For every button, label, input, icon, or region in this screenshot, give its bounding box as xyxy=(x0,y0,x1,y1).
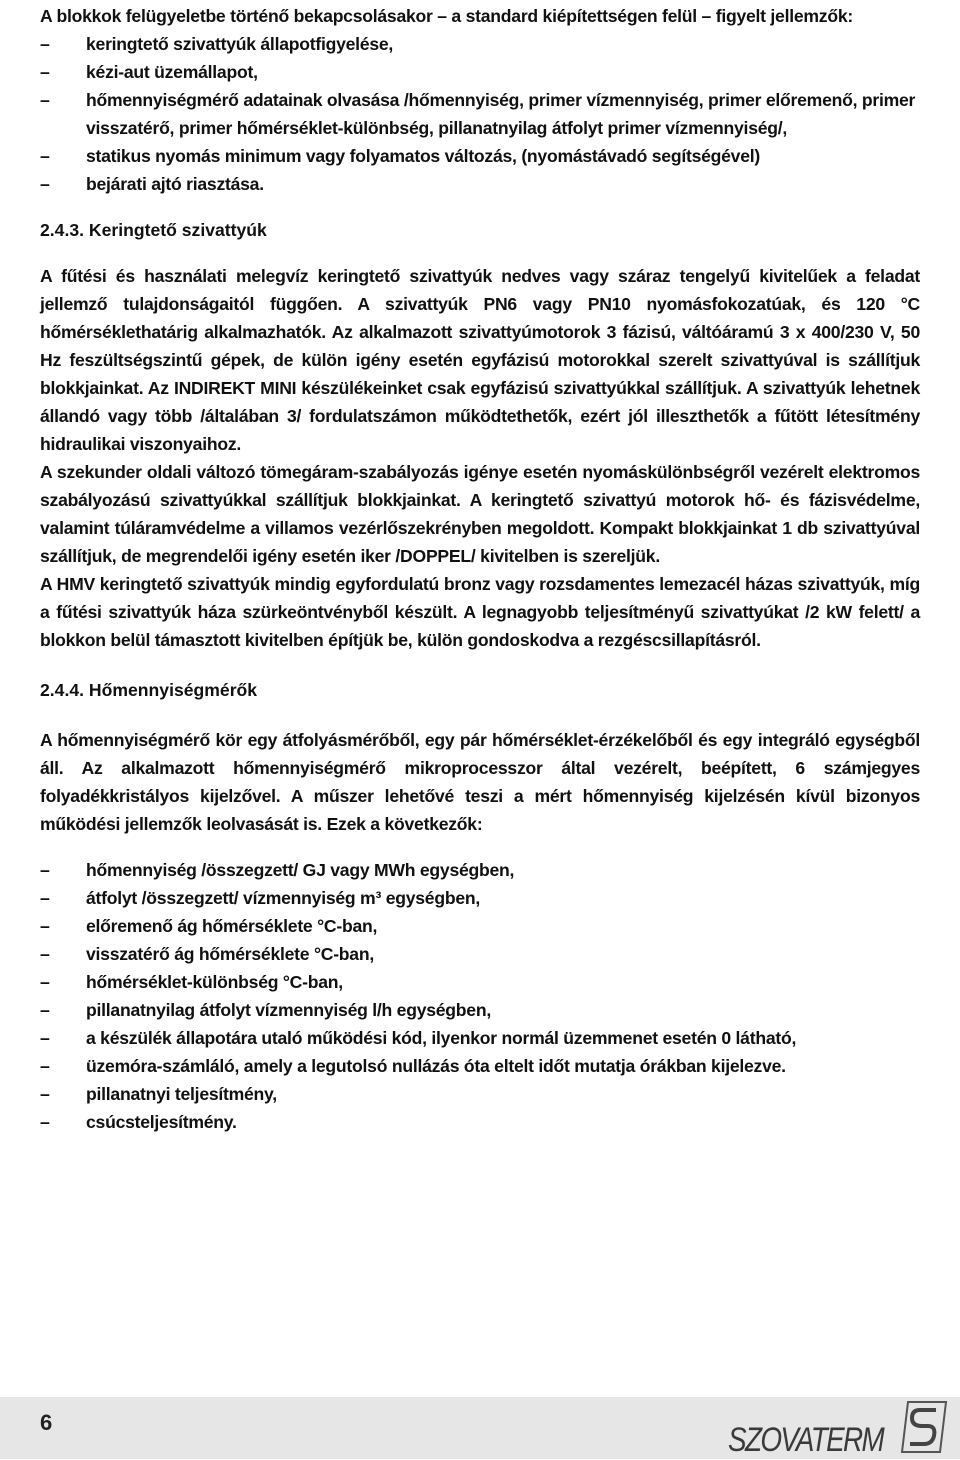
list-item: – pillanatnyilag átfolyt vízmennyiség l/h egységben, xyxy=(40,1000,491,1020)
list-item: – hőmennyiség /összegzett/ GJ vagy MWh egységben, xyxy=(40,860,515,880)
list-item: – hőmérséklet-különbség °C-ban, xyxy=(40,972,343,992)
list-item: – pillanatnyi teljesítmény, xyxy=(40,1084,277,1104)
list-item: – átfolyt /összegzett/ vízmennyiség m³ egységben, xyxy=(40,888,480,908)
pumps-paragraph: A HMV keringtető szivattyúk mindig egyfordulatú bronz vagy rozsdamentes lemezacél házas szivattyúk, míg a fűtési szivattyúk háza szürkeöntvényből készült. A legnagyobb teljesítményű szivattyúkat /2 kW felett/ a blokkon belül támasztott kivitelben építjük be, külön gondoskodva a rezgéscsillapításról. xyxy=(40,574,920,650)
brand-name: SZOVATERM xyxy=(728,1421,884,1459)
document-page xyxy=(40,0,920,1136)
list-item: – visszatérő ág hőmérséklete °C-ban, xyxy=(40,944,374,964)
list-item: – hőmennyiségmérő adatainak olvasása /hőmennyiség, primer vízmennyiség, primer előremenő, primer visszatérő, primer hőmérséklet-különbség, pillanatnyilag átfolyt primer vízmennyiség/, xyxy=(40,90,916,138)
szovaterm-logo-icon xyxy=(900,1400,948,1454)
heat-meter-list xyxy=(40,856,920,1136)
monitored-list xyxy=(40,30,920,198)
list-item: – üzemóra-számláló, amely a legutolsó nullázás óta eltelt időt mutatja órákban kijelezve. xyxy=(40,1056,786,1076)
list-item: – bejárati ajtó riasztása. xyxy=(40,174,264,194)
list-item: – statikus nyomás minimum vagy folyamatos változás, (nyomástávadó segítségével) xyxy=(40,146,760,166)
list-item: – a készülék állapotára utaló működési kód, ilyenkor normál üzemmenet esetén 0 látható, xyxy=(40,1028,797,1048)
list-item: – keringtető szivattyúk állapotfigyelése, xyxy=(40,34,394,54)
list-item: – kézi-aut üzemállapot, xyxy=(40,62,258,82)
intro-text: A blokkok felügyeletbe történő bekapcsolásakor – a standard kiépítettségen felül – figyelt jellemzők: xyxy=(40,6,853,26)
pumps-paragraph: A fűtési és használati melegvíz keringtető szivattyúk nedves vagy száraz tengelyű kivitelűek a feladat jellemző tulajdonságaitól függően. A szivattyúk PN6 vagy PN10 nyomásfokozatúak, és 120 °C hőmérséklethatárig alkalmazhatók. Az alkalmazott szivattyúmotorok 3 fázisú, váltóáramú 3 x 400/230 V, 50 Hz feszültségszintű gépek, de külön igény esetén egyfázisú motorokkal szerelt szivattyúval is szállítjuk blokkjainkat. Az INDIREKT MINI készülékeinket csak egyfázisú szivattyúkkal szállítjuk. A szivattyúk lehetnek állandó vagy több /általában 3/ fordulatszámon működtethetők, ezért jól illeszthetők a fűtött létesítmény hidraulikai viszonyaihoz. xyxy=(40,266,920,454)
page-number: 6 xyxy=(40,1410,53,1435)
pumps-paragraph: A szekunder oldali változó tömegáram-szabályozás igénye esetén nyomáskülönbségről vezérelt elektromos szabályozású szivattyúkkal szállítjuk blokkjainkat. A keringtető szivattyú motorok hő- és fázisvédelme, valamint túláramvédelme a villamos vezérlőszekrényben megoldott. Kompakt blokkjainkat 1 db szivattyúval szállítjuk, de megrendelői igény esetén iker /DOPPEL/ kivitelben is szereljük. xyxy=(40,462,920,566)
list-item: – előremenő ág hőmérséklete °C-ban, xyxy=(40,916,378,936)
list-item: – csúcsteljesítmény. xyxy=(40,1112,237,1132)
heat-meter-paragraph: A hőmennyiségmérő kör egy átfolyásmérőből, egy pár hőmérséklet-érzékelőből és egy integráló egységből áll. Az alkalmazott hőmennyiségmérő mikroprocesszor által vezérelt, beépített, 6 számjegyes folyadékkristályos kijelzővel. A műszer lehetővé teszi a mért hőmennyiség kijelzésén kívül bizonyos működési jellemzők leolvasását is. Ezek a következők: xyxy=(40,730,920,834)
section-heading-heat-meters: 2.4.4. Hőmennyiségmérők xyxy=(40,680,258,700)
section-heading-pumps: 2.4.3. Keringtető szivattyúk xyxy=(40,220,267,240)
